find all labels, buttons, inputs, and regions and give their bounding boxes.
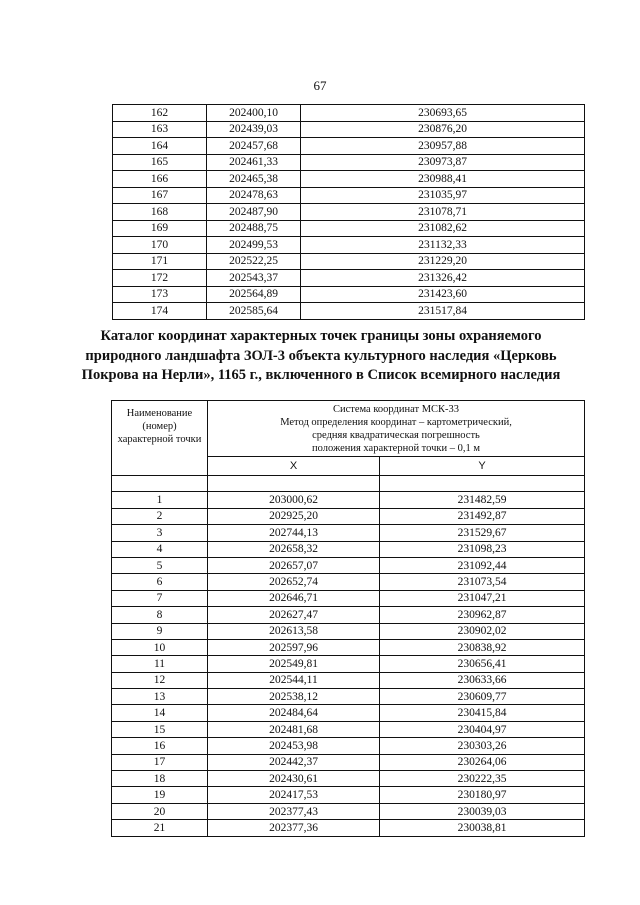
y-coordinate-cell: 231482,59 xyxy=(380,492,585,508)
table-row xyxy=(113,286,585,303)
x-coordinate-cell: 202439,03 xyxy=(207,121,301,138)
table-row xyxy=(113,253,585,270)
y-coordinate-cell: 231423,60 xyxy=(301,286,585,303)
table-row xyxy=(113,270,585,287)
y-coordinate-cell: 230962,87 xyxy=(380,607,585,623)
point-number-cell: 6 xyxy=(112,574,208,590)
x-coordinate-cell: 202430,61 xyxy=(208,771,380,787)
point-number-cell: 167 xyxy=(113,187,207,204)
table-row xyxy=(112,590,585,606)
point-number-cell: 165 xyxy=(113,154,207,171)
y-coordinate-cell: 230988,41 xyxy=(301,171,585,188)
point-number-cell: 168 xyxy=(113,204,207,221)
y-coordinate-cell: 230039,03 xyxy=(380,803,585,819)
x-coordinate-cell: 202484,64 xyxy=(208,705,380,721)
y-coordinate-cell: 231132,33 xyxy=(301,237,585,254)
point-name-header-line: характерной точки xyxy=(117,434,202,445)
coordinates-catalog-body xyxy=(112,476,585,837)
point-number-cell: 7 xyxy=(112,590,208,606)
x-coordinate-cell: 202461,33 xyxy=(207,154,301,171)
section-heading xyxy=(60,327,582,386)
point-number-cell: 8 xyxy=(112,607,208,623)
table-row xyxy=(112,623,585,639)
page-number: 67 xyxy=(313,78,327,93)
coordinates-table-continued-body xyxy=(113,105,585,320)
y-coordinate-cell: 230415,84 xyxy=(380,705,585,721)
table-header-row xyxy=(112,401,585,457)
table-row xyxy=(112,771,585,787)
point-number-cell: 12 xyxy=(112,672,208,688)
table-row xyxy=(112,705,585,721)
table-row xyxy=(112,754,585,770)
point-number-cell: 166 xyxy=(113,171,207,188)
y-coordinate-cell: 231492,87 xyxy=(380,508,585,524)
x-coordinate-cell: 202657,07 xyxy=(208,557,380,573)
point-number-cell: 1 xyxy=(112,492,208,508)
y-coordinate-cell: 230957,88 xyxy=(301,138,585,155)
table-row xyxy=(112,672,585,688)
x-coordinate-cell: 202377,36 xyxy=(208,820,380,836)
x-coordinate-cell: 202627,47 xyxy=(208,607,380,623)
point-name-header xyxy=(112,401,208,476)
table-row xyxy=(113,138,585,155)
coordinate-system-header xyxy=(208,401,585,457)
point-number-cell: 10 xyxy=(112,639,208,655)
x-coordinate-cell: 202465,38 xyxy=(207,171,301,188)
table-row xyxy=(112,787,585,803)
x-coordinate-cell: 202646,71 xyxy=(208,590,380,606)
point-number-cell: 174 xyxy=(113,303,207,320)
table-row xyxy=(112,607,585,623)
point-number-cell: 16 xyxy=(112,738,208,754)
table-row xyxy=(113,204,585,221)
table-row xyxy=(113,237,585,254)
y-coordinate-cell: 230264,06 xyxy=(380,754,585,770)
point-number-cell: 170 xyxy=(113,237,207,254)
y-coordinate-cell: 230693,65 xyxy=(301,105,585,122)
point-number-cell: 163 xyxy=(113,121,207,138)
x-coordinate-cell: 202925,20 xyxy=(208,508,380,524)
y-coordinate-cell: 230404,97 xyxy=(380,721,585,737)
x-coordinate-cell: 202585,64 xyxy=(207,303,301,320)
x-coordinate-cell: 202538,12 xyxy=(208,689,380,705)
y-coordinate-cell: 231229,20 xyxy=(301,253,585,270)
section-heading-line: Покрова на Нерли», 1165 г., включенного в Список всемирного наследия xyxy=(81,367,561,383)
x-coordinate-cell: 202442,37 xyxy=(208,754,380,770)
table-row xyxy=(113,303,585,320)
point-number-cell: 5 xyxy=(112,557,208,573)
y-coordinate-cell: 231047,21 xyxy=(380,590,585,606)
table-row xyxy=(112,541,585,557)
x-coordinate-cell: 202613,58 xyxy=(208,623,380,639)
x-coordinate-cell: 202544,11 xyxy=(208,672,380,688)
y-coordinate-cell: 231529,67 xyxy=(380,525,585,541)
y-coordinate-cell: 230838,92 xyxy=(380,639,585,655)
y-coordinate-cell: 230303,26 xyxy=(380,738,585,754)
x-coordinate-cell: 202499,53 xyxy=(207,237,301,254)
x-coordinate-cell: 202400,10 xyxy=(207,105,301,122)
table-row xyxy=(112,557,585,573)
x-coordinate-cell: 202652,74 xyxy=(208,574,380,590)
table-row xyxy=(112,492,585,508)
section-heading-line: природного ландшафта ЗОЛ-3 объекта культурного наследия «Церковь xyxy=(85,347,557,364)
point-name-header-line: Наименование xyxy=(126,408,193,419)
point-name-header-line: (номер) xyxy=(142,421,177,432)
y-coordinate-cell: 230876,20 xyxy=(301,121,585,138)
coordinate-system-line: Метод определения координат – картометрический, xyxy=(280,417,512,428)
point-number-cell: 19 xyxy=(112,787,208,803)
y-coordinate-cell: 231078,71 xyxy=(301,204,585,221)
coordinate-system-line: положения характерной точки – 0,1 м xyxy=(312,443,481,454)
header-separator-row xyxy=(112,476,585,492)
y-coordinate-cell: 230633,66 xyxy=(380,672,585,688)
point-number-cell: 9 xyxy=(112,623,208,639)
y-coordinate-cell: 231092,44 xyxy=(380,557,585,573)
table-row xyxy=(112,574,585,590)
y-coordinate-cell: 231098,23 xyxy=(380,541,585,557)
point-number-cell: 18 xyxy=(112,771,208,787)
y-column-header: Y xyxy=(380,457,585,476)
x-coordinate-cell: 202549,81 xyxy=(208,656,380,672)
table-row xyxy=(113,154,585,171)
table-row xyxy=(113,171,585,188)
x-coordinate-cell: 202457,68 xyxy=(207,138,301,155)
section-heading-line: Каталог координат характерных точек границы зоны охраняемого xyxy=(100,328,542,344)
y-coordinate-cell: 230902,02 xyxy=(380,623,585,639)
x-coordinate-cell: 202597,96 xyxy=(208,639,380,655)
x-coordinate-cell: 202417,53 xyxy=(208,787,380,803)
y-coordinate-cell: 231517,84 xyxy=(301,303,585,320)
point-number-cell: 162 xyxy=(113,105,207,122)
coordinate-system-line: средняя квадратическая погрешность xyxy=(312,430,480,441)
y-coordinate-cell: 231326,42 xyxy=(301,270,585,287)
y-coordinate-cell: 230656,41 xyxy=(380,656,585,672)
table-row xyxy=(112,689,585,705)
coordinate-system-line: Система координат МСК-33 xyxy=(332,404,460,415)
x-coordinate-cell: 202564,89 xyxy=(207,286,301,303)
point-number-cell: 172 xyxy=(113,270,207,287)
table-row xyxy=(112,656,585,672)
table-row xyxy=(113,187,585,204)
x-coordinate-cell: 202487,90 xyxy=(207,204,301,221)
y-coordinate-cell: 231082,62 xyxy=(301,220,585,237)
table-row xyxy=(112,820,585,836)
table-row xyxy=(112,639,585,655)
point-number-cell: 3 xyxy=(112,525,208,541)
point-number-cell: 173 xyxy=(113,286,207,303)
coordinates-catalog-table xyxy=(111,400,585,837)
y-coordinate-cell: 230973,87 xyxy=(301,154,585,171)
point-number-cell: 14 xyxy=(112,705,208,721)
y-coordinate-cell: 231073,54 xyxy=(380,574,585,590)
point-number-cell: 15 xyxy=(112,721,208,737)
table-row xyxy=(113,105,585,122)
y-coordinate-cell: 231035,97 xyxy=(301,187,585,204)
point-number-cell: 20 xyxy=(112,803,208,819)
table-row xyxy=(113,220,585,237)
y-coordinate-cell: 230038,81 xyxy=(380,820,585,836)
x-coordinate-cell: 202377,43 xyxy=(208,803,380,819)
x-coordinate-cell: 202744,13 xyxy=(208,525,380,541)
point-number-cell: 11 xyxy=(112,656,208,672)
x-coordinate-cell: 202478,63 xyxy=(207,187,301,204)
table-row xyxy=(112,721,585,737)
x-coordinate-cell: 202481,68 xyxy=(208,721,380,737)
x-coordinate-cell: 202522,25 xyxy=(207,253,301,270)
x-coordinate-cell: 202488,75 xyxy=(207,220,301,237)
point-number-cell: 164 xyxy=(113,138,207,155)
coordinates-table-continued xyxy=(112,104,585,320)
y-coordinate-cell: 230222,35 xyxy=(380,771,585,787)
x-column-header: X xyxy=(208,457,380,476)
y-coordinate-cell: 230180,97 xyxy=(380,787,585,803)
table-row xyxy=(112,803,585,819)
point-number-cell: 169 xyxy=(113,220,207,237)
x-coordinate-cell: 202543,37 xyxy=(207,270,301,287)
y-coordinate-cell: 230609,77 xyxy=(380,689,585,705)
point-number-cell: 21 xyxy=(112,820,208,836)
x-coordinate-cell: 202658,32 xyxy=(208,541,380,557)
point-number-cell: 4 xyxy=(112,541,208,557)
point-number-cell: 2 xyxy=(112,508,208,524)
point-number-cell: 17 xyxy=(112,754,208,770)
table-row xyxy=(112,508,585,524)
table-row xyxy=(113,121,585,138)
table-row xyxy=(112,738,585,754)
x-coordinate-cell: 202453,98 xyxy=(208,738,380,754)
point-number-cell: 171 xyxy=(113,253,207,270)
point-number-cell: 13 xyxy=(112,689,208,705)
x-coordinate-cell: 203000,62 xyxy=(208,492,380,508)
table-row xyxy=(112,525,585,541)
